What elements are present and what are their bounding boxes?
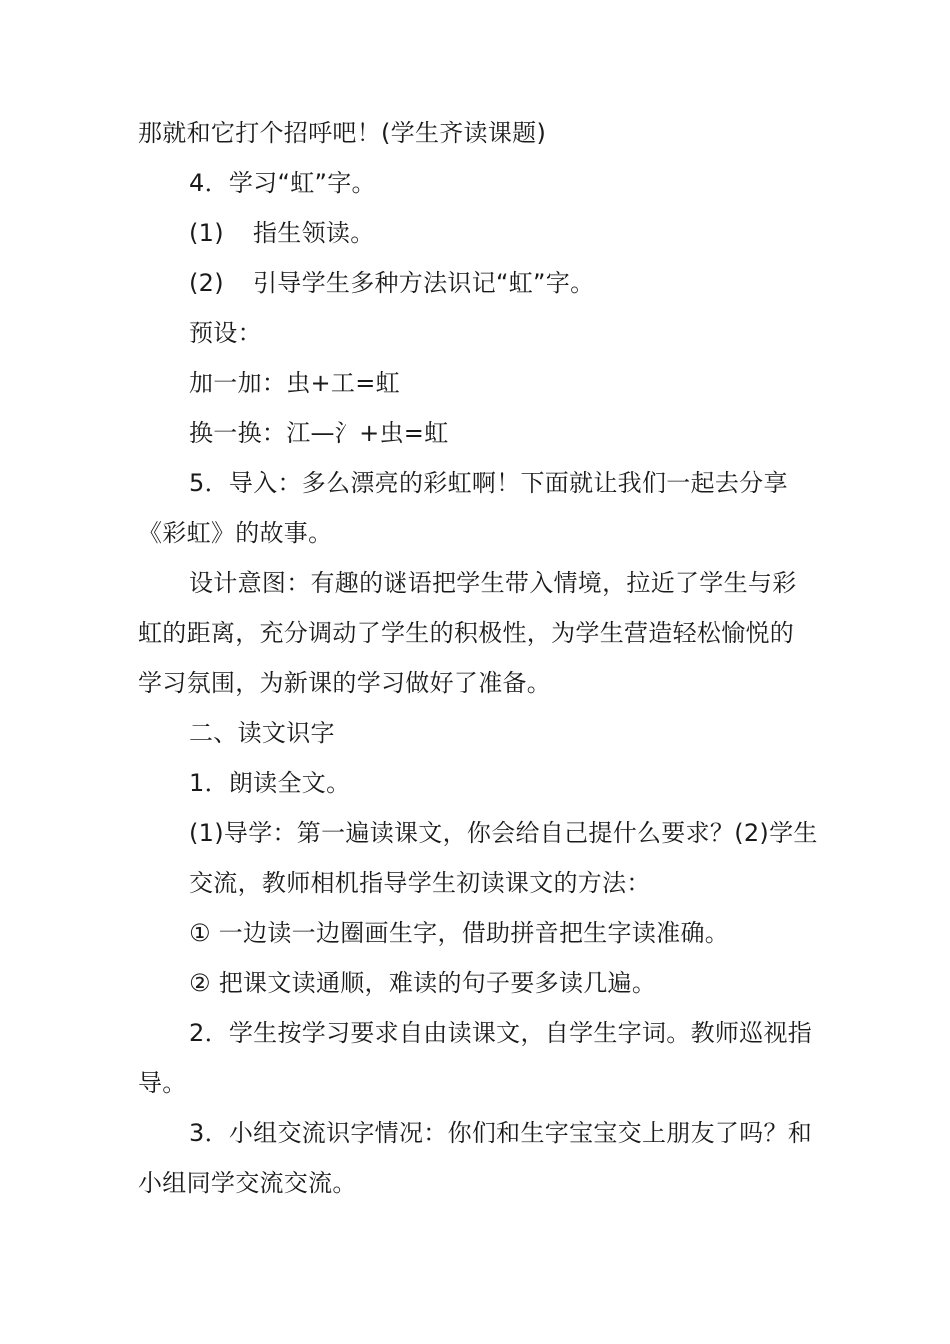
- text-line: 换一换：江—氵+虫=虹: [189, 419, 449, 447]
- text-line: 虹的距离，充分调动了学生的积极性，为学生营造轻松愉悦的: [138, 619, 795, 647]
- section-heading: 二、读文识字: [189, 719, 335, 747]
- text-line: 3．小组交流识字情况：你们和生字宝宝交上朋友了吗？和: [189, 1119, 813, 1147]
- numbered-line: [189, 268, 594, 298]
- text-line: (1)导学：第一遍读课文，你会给自己提什么要求？(2)学生: [189, 819, 818, 847]
- text-line: 小组同学交流交流。: [138, 1169, 357, 1197]
- text-line: 加一加：虫+工=虹: [189, 369, 400, 397]
- item-text: 引导学生多种方法识记“虹”字。: [253, 269, 595, 297]
- text-line: 2．学生按学习要求自由读课文，自学生字词。教师巡视指: [189, 1019, 813, 1047]
- text-line: ① 一边读一边圈画生字，借助拼音把生字读准确。: [189, 919, 730, 947]
- item-number: (1): [189, 219, 224, 247]
- text-line: 5．导入：多么漂亮的彩虹啊！下面就让我们一起去分享: [189, 469, 788, 497]
- text-line: 交流，教师相机指导学生初读课文的方法：: [189, 869, 651, 897]
- text-line: ② 把课文读通顺，难读的句子要多读几遍。: [189, 969, 657, 997]
- text-line: 1．朗读全文。: [189, 769, 351, 797]
- text-line: 导。: [138, 1069, 187, 1097]
- numbered-line: [189, 218, 375, 248]
- item-text: 指生领读。: [253, 219, 375, 247]
- text-line: 设计意图：有趣的谜语把学生带入情境，拉近了学生与彩: [189, 569, 797, 597]
- item-number: (2): [189, 269, 224, 297]
- text-line: 《彩虹》的故事。: [138, 519, 333, 547]
- text-line: 4．学习“虹”字。: [189, 169, 376, 197]
- text-line: 预设：: [189, 319, 262, 347]
- text-line: 学习氛围，为新课的学习做好了准备。: [138, 669, 552, 697]
- text-line: 那就和它打个招呼吧！(学生齐读课题): [138, 119, 547, 147]
